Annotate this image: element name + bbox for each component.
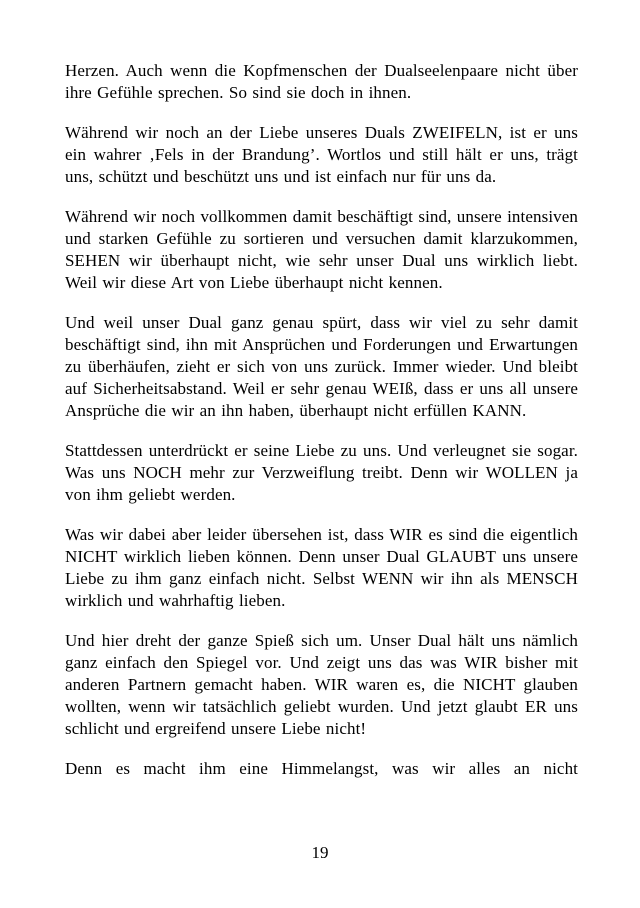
paragraph-4: Und weil unser Dual ganz genau spürt, dass wir viel zu sehr damit beschäftigt sind, ihn mit Ansprüchen und Forderungen und Erwartungen zu überhäufen, zieht er sich von uns zurück. Immer wieder. Und bleibt auf Sicherheitsabstand. Weil er sehr genau WEIß, dass er uns all unsere Ansprüche die wir an ihn haben, überhaupt nicht erfüllen KANN. bbox=[65, 313, 578, 420]
paragraph-7: Und hier dreht der ganze Spieß sich um. Unser Dual hält uns nämlich ganz einfach den Spiegel vor. Und zeigt uns das was WIR bisher mit anderen Partnern gemacht haben. WIR waren es, die NICHT glauben wollten, wenn wir tatsächlich geliebt wurden. Und jetzt glaubt ER uns schlicht und ergreifend unsere Liebe nicht! bbox=[65, 631, 578, 738]
paragraph-5: Stattdessen unterdrückt er seine Liebe zu uns. Und verleugnet sie sogar. Was uns NOCH mehr zur Verzweiflung treibt. Denn wir WOLLEN ja von ihm geliebt werden. bbox=[65, 441, 578, 504]
page-number: 19 bbox=[311, 843, 329, 862]
paragraph-6: Was wir dabei aber leider übersehen ist, dass WIR es sind die eigentlich NICHT wirklich lieben können. Denn unser Dual GLAUBT uns unsere Liebe zu ihm ganz einfach nicht. Selbst WENN wir ihn als MENSCH wirklich und wahrhaftig lieben. bbox=[65, 525, 578, 610]
paragraph-8: Denn es macht ihm eine Himmelangst, was wir alles an nicht bbox=[65, 759, 578, 778]
paragraph-1: Herzen. Auch wenn die Kopfmenschen der Dualseelenpaare nicht über ihre Gefühle sprechen. So sind sie doch in ihnen. bbox=[65, 61, 578, 102]
paragraph-2: Während wir noch an der Liebe unseres Duals ZWEIFELN, ist er uns ein wahrer ‚Fels in der Brandung’. Wortlos und still hält er uns, trägt uns, schützt und beschützt uns und ist einfach nur für uns da. bbox=[65, 123, 578, 186]
paragraph-3: Während wir noch vollkommen damit beschäftigt sind, unsere intensiven und starken Gefühle zu sortieren und versuchen damit klarzukommen, SEHEN wir überhaupt nicht, wie sehr unser Dual uns wirklich liebt. Weil wir diese Art von Liebe überhaupt nicht kennen. bbox=[65, 207, 578, 292]
text-block bbox=[65, 60, 578, 798]
